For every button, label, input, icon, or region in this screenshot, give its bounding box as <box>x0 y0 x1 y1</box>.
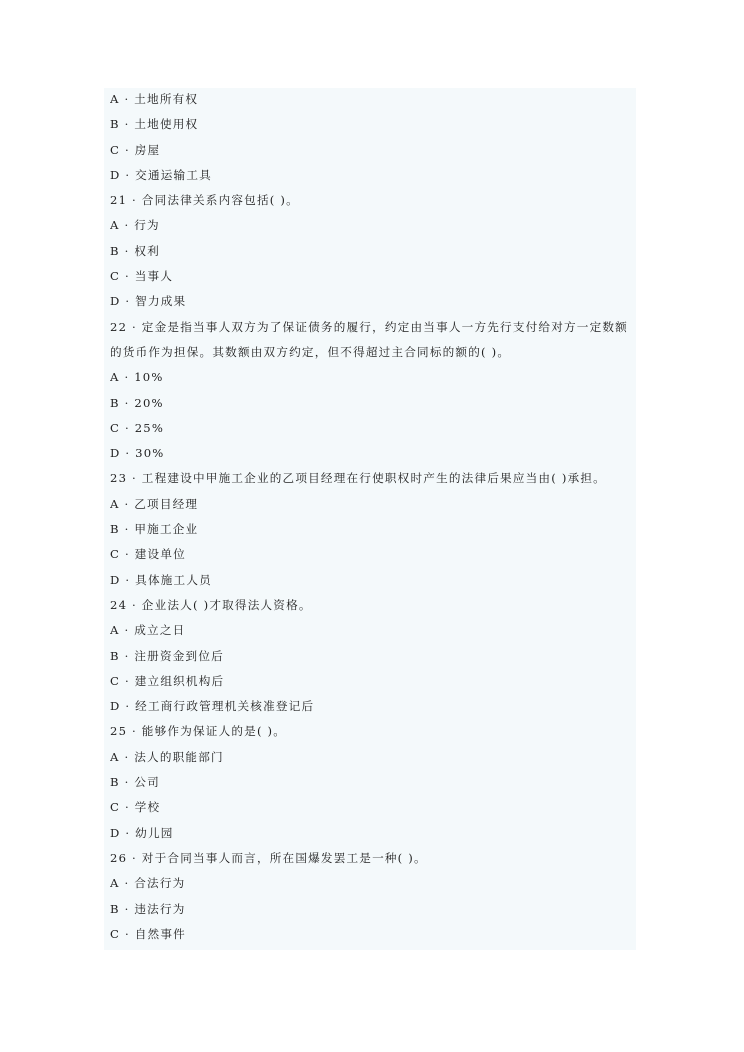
text-line: B · 土地使用权 <box>110 117 199 132</box>
text-line: C · 自然事件 <box>110 926 186 941</box>
text-line: A · 法人的职能部门 <box>110 749 224 764</box>
text-line: C · 建立组织机构后 <box>110 673 225 688</box>
text-line: D · 30% <box>110 446 165 461</box>
text-line: A · 10% <box>110 370 164 385</box>
text-line: C · 房屋 <box>110 142 161 157</box>
text-line: D · 具体施工人员 <box>110 572 212 587</box>
text-line: C · 25% <box>110 420 165 435</box>
text-line: C · 当事人 <box>110 269 174 284</box>
question-line: 26 · 对于合同当事人而言，所在国爆发罢工是一种( )。 <box>110 850 427 865</box>
text-line: D · 经工商行政管理机关核准登记后 <box>110 699 315 714</box>
question-line: 22 · 定金是指当事人双方为了保证债务的履行，约定由当事人一方先行支付给对方一定数额 <box>110 319 628 334</box>
text-line: D · 幼儿园 <box>110 825 174 840</box>
text-line: A · 乙项目经理 <box>110 496 199 511</box>
question-line: 21 · 合同法律关系内容包括( )。 <box>110 193 299 208</box>
text-line: B · 20% <box>110 395 164 410</box>
question-line: 25 · 能够作为保证人的是( )。 <box>110 724 287 739</box>
text-line: A · 土地所有权 <box>110 92 199 106</box>
question-line: 24 · 企业法人( )才取得法人资格。 <box>110 597 312 612</box>
question-line: 的货币作为担保。其数额由双方约定，但不得超过主合同标的额的( )。 <box>110 344 511 359</box>
text-line: C · 建设单位 <box>110 547 186 562</box>
text-line: C · 学校 <box>110 800 161 815</box>
text-line: B · 权利 <box>110 243 160 258</box>
question-list <box>110 87 640 947</box>
text-line: A · 行为 <box>110 218 160 233</box>
question-line: 23 · 工程建设中甲施工企业的乙项目经理在行使职权时产生的法律后果应当由( )承担。 <box>110 471 606 486</box>
text-line: A · 成立之日 <box>110 623 186 638</box>
text-line: B · 违法行为 <box>110 901 186 916</box>
text-line: B · 甲施工企业 <box>110 522 199 537</box>
text-line: B · 公司 <box>110 775 160 790</box>
text-line: A · 合法行为 <box>110 876 186 891</box>
text-line: B · 注册资金到位后 <box>110 648 224 663</box>
text-line: D · 智力成果 <box>110 294 187 309</box>
text-line: D · 交通运输工具 <box>110 167 212 182</box>
